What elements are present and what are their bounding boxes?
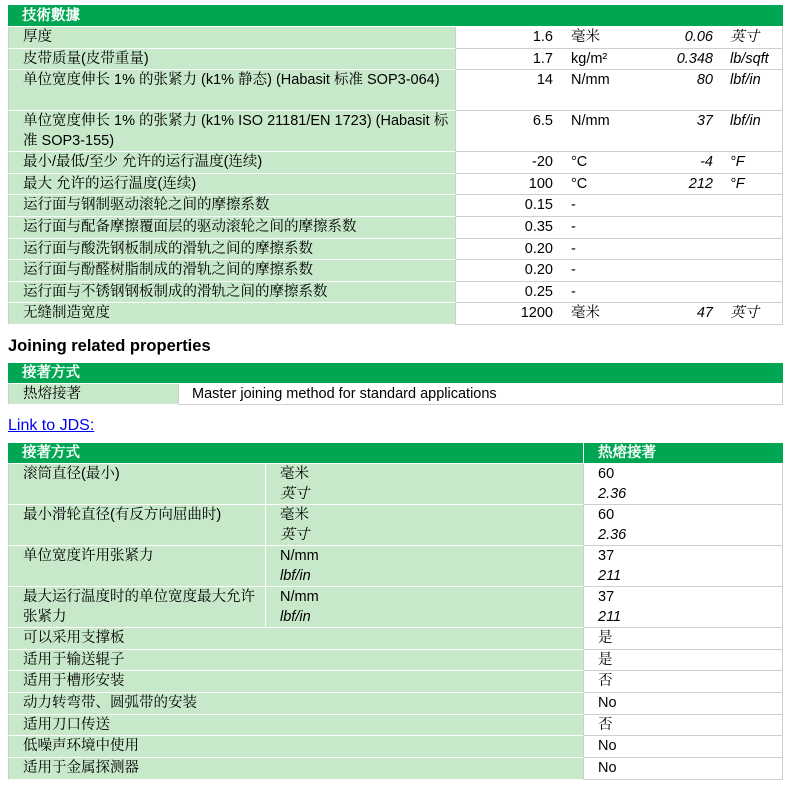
property-label: 最小/最低/至少 允许的运行温度(连续) [8, 152, 455, 174]
metric-value: 1200 [455, 303, 555, 325]
imperial-value-empty [650, 282, 715, 304]
property-value: No [583, 736, 783, 758]
metric-value: 1.7 [455, 49, 555, 71]
imperial-value: 0.348 [650, 49, 715, 71]
property-label: 单位宽度伸长 1% 的张紧力 (k1% 静态) (Habasit 标准 SOP3-064) [8, 70, 455, 111]
metric-unit: 毫米 [555, 27, 650, 49]
table-header-row [8, 363, 783, 384]
imperial-unit-empty [715, 195, 783, 217]
imperial-value: 47 [650, 303, 715, 325]
metric-unit: - [555, 195, 650, 217]
property-value: 否 [583, 715, 783, 737]
property-label: 可以采用支撑板 [8, 628, 583, 650]
imperial-unit: lbf/in [280, 568, 311, 584]
table-row [8, 384, 783, 405]
jds-table [8, 443, 783, 780]
property-value: 是 [583, 628, 783, 650]
imperial-unit-empty [715, 239, 783, 261]
table-row [8, 174, 783, 196]
table-row [8, 693, 783, 715]
imperial-value: 2.36 [598, 486, 627, 502]
joining-method-label: 热熔接著 [8, 384, 178, 405]
property-label: 适用于输送辊子 [8, 650, 583, 672]
table-row [8, 758, 783, 780]
imperial-unit-empty [715, 260, 783, 282]
jds-header-property: 接著方式 [8, 443, 583, 464]
imperial-value: 0.06 [650, 27, 715, 49]
property-value: 否 [583, 671, 783, 693]
imperial-unit: lbf/in [715, 70, 783, 111]
table-row [8, 650, 783, 672]
imperial-unit-empty [715, 282, 783, 304]
property-label: 最大运行温度时的单位宽度最大允许张紧力 [8, 587, 265, 628]
table-row [8, 546, 783, 587]
metric-value: 60 [598, 466, 615, 482]
joining-method-title: 接著方式 [8, 363, 783, 384]
table-row [8, 671, 783, 693]
property-label: 运行面与配备摩擦覆面层的驱动滚轮之间的摩擦系数 [8, 217, 455, 239]
property-value: 是 [583, 650, 783, 672]
value-cell [583, 505, 783, 546]
table-row [8, 70, 783, 111]
table-row [8, 152, 783, 174]
metric-unit: N/mm [280, 589, 319, 605]
unit-cell [265, 505, 583, 546]
metric-unit: kg/m² [555, 49, 650, 71]
metric-unit: 毫米 [280, 507, 309, 523]
imperial-value: 2.36 [598, 527, 627, 543]
technical-data-table [8, 5, 783, 325]
joining-section-heading: Joining related properties [8, 337, 211, 355]
property-label: 滚筒直径(最小) [8, 464, 265, 505]
metric-value: 37 [598, 548, 615, 564]
imperial-unit: lbf/in [280, 609, 311, 625]
imperial-unit-empty [715, 217, 783, 239]
metric-unit: - [555, 239, 650, 261]
metric-unit: 毫米 [280, 466, 309, 482]
property-label: 适用刀口传送 [8, 715, 583, 737]
joining-method-table [8, 363, 783, 405]
property-label: 运行面与不锈钢钢板制成的滑轨之间的摩擦系数 [8, 282, 455, 304]
unit-cell [265, 587, 583, 628]
technical-data-title: 技術數據 [8, 5, 783, 27]
metric-value: 0.20 [455, 260, 555, 282]
metric-unit: 毫米 [555, 303, 650, 325]
property-value: No [583, 693, 783, 715]
property-label: 低噪声环境中使用 [8, 736, 583, 758]
table-row [8, 715, 783, 737]
jds-link[interactable]: Link to JDS: [8, 417, 95, 434]
metric-unit: N/mm [280, 548, 319, 564]
metric-unit: - [555, 260, 650, 282]
unit-cell [265, 546, 583, 587]
table-row [8, 464, 783, 505]
metric-value: 100 [455, 174, 555, 196]
imperial-unit: 英寸 [280, 486, 309, 502]
imperial-value: 211 [598, 609, 622, 625]
table-row [8, 628, 783, 650]
metric-value: 0.35 [455, 217, 555, 239]
imperial-unit: 英寸 [715, 27, 783, 49]
property-label: 皮带质量(皮带重量) [8, 49, 455, 71]
table-row [8, 303, 783, 325]
imperial-unit: 英寸 [280, 527, 309, 543]
table-row [8, 736, 783, 758]
metric-unit: - [555, 282, 650, 304]
metric-value: -20 [455, 152, 555, 174]
value-cell [583, 587, 783, 628]
imperial-value: 212 [650, 174, 715, 196]
table-row [8, 217, 783, 239]
metric-value: 60 [598, 507, 615, 523]
imperial-unit: lbf/in [715, 111, 783, 152]
metric-value: 37 [598, 589, 615, 605]
metric-unit: - [555, 217, 650, 239]
metric-value: 6.5 [455, 111, 555, 152]
property-label: 适用于槽形安装 [8, 671, 583, 693]
metric-value: 0.25 [455, 282, 555, 304]
table-row [8, 282, 783, 304]
metric-value: 14 [455, 70, 555, 111]
property-label: 最小滑轮直径(有反方向屈曲时) [8, 505, 265, 546]
property-label: 无缝制造宽度 [8, 303, 455, 325]
joining-method-description: Master joining method for standard applications [178, 384, 783, 405]
value-cell [583, 546, 783, 587]
property-label: 运行面与钢制驱动滚轮之间的摩擦系数 [8, 195, 455, 217]
imperial-unit: °F [715, 152, 783, 174]
imperial-value-empty [650, 260, 715, 282]
metric-unit: N/mm [555, 70, 650, 111]
property-label: 运行面与酸洗钢板制成的滑轨之间的摩擦系数 [8, 239, 455, 261]
metric-unit: N/mm [555, 111, 650, 152]
imperial-value: 211 [598, 568, 622, 584]
property-label: 动力转弯带、圆弧带的安装 [8, 693, 583, 715]
unit-cell [265, 464, 583, 505]
imperial-value: -4 [650, 152, 715, 174]
imperial-unit: lb/sqft [715, 49, 783, 71]
property-label: 单位宽度许用张紧力 [8, 546, 265, 587]
table-row [8, 195, 783, 217]
imperial-unit: °F [715, 174, 783, 196]
property-label: 适用于金属探测器 [8, 758, 583, 780]
table-row [8, 260, 783, 282]
metric-value: 0.15 [455, 195, 555, 217]
table-row [8, 505, 783, 546]
property-label: 运行面与酚醛树脂制成的滑轨之间的摩擦系数 [8, 260, 455, 282]
value-cell [583, 464, 783, 505]
property-label: 单位宽度伸长 1% 的张紧力 (k1% ISO 21181/EN 1723) (Habasit 标准 SOP3-155) [8, 111, 455, 152]
table-row [8, 111, 783, 152]
table-row [8, 49, 783, 71]
metric-unit: °C [555, 174, 650, 196]
table-row [8, 239, 783, 261]
table-header-row [8, 5, 783, 27]
imperial-value-empty [650, 217, 715, 239]
imperial-value: 80 [650, 70, 715, 111]
metric-unit: °C [555, 152, 650, 174]
property-value: No [583, 758, 783, 780]
imperial-value: 37 [650, 111, 715, 152]
imperial-value-empty [650, 195, 715, 217]
table-row [8, 27, 783, 49]
property-label: 最大 允许的运行温度(连续) [8, 174, 455, 196]
metric-value: 1.6 [455, 27, 555, 49]
metric-value: 0.20 [455, 239, 555, 261]
table-row [8, 587, 783, 628]
imperial-value-empty [650, 239, 715, 261]
property-label: 厚度 [8, 27, 455, 49]
jds-header-value: 热熔接著 [583, 443, 783, 464]
table-header-row [8, 443, 783, 464]
imperial-unit: 英寸 [715, 303, 783, 325]
